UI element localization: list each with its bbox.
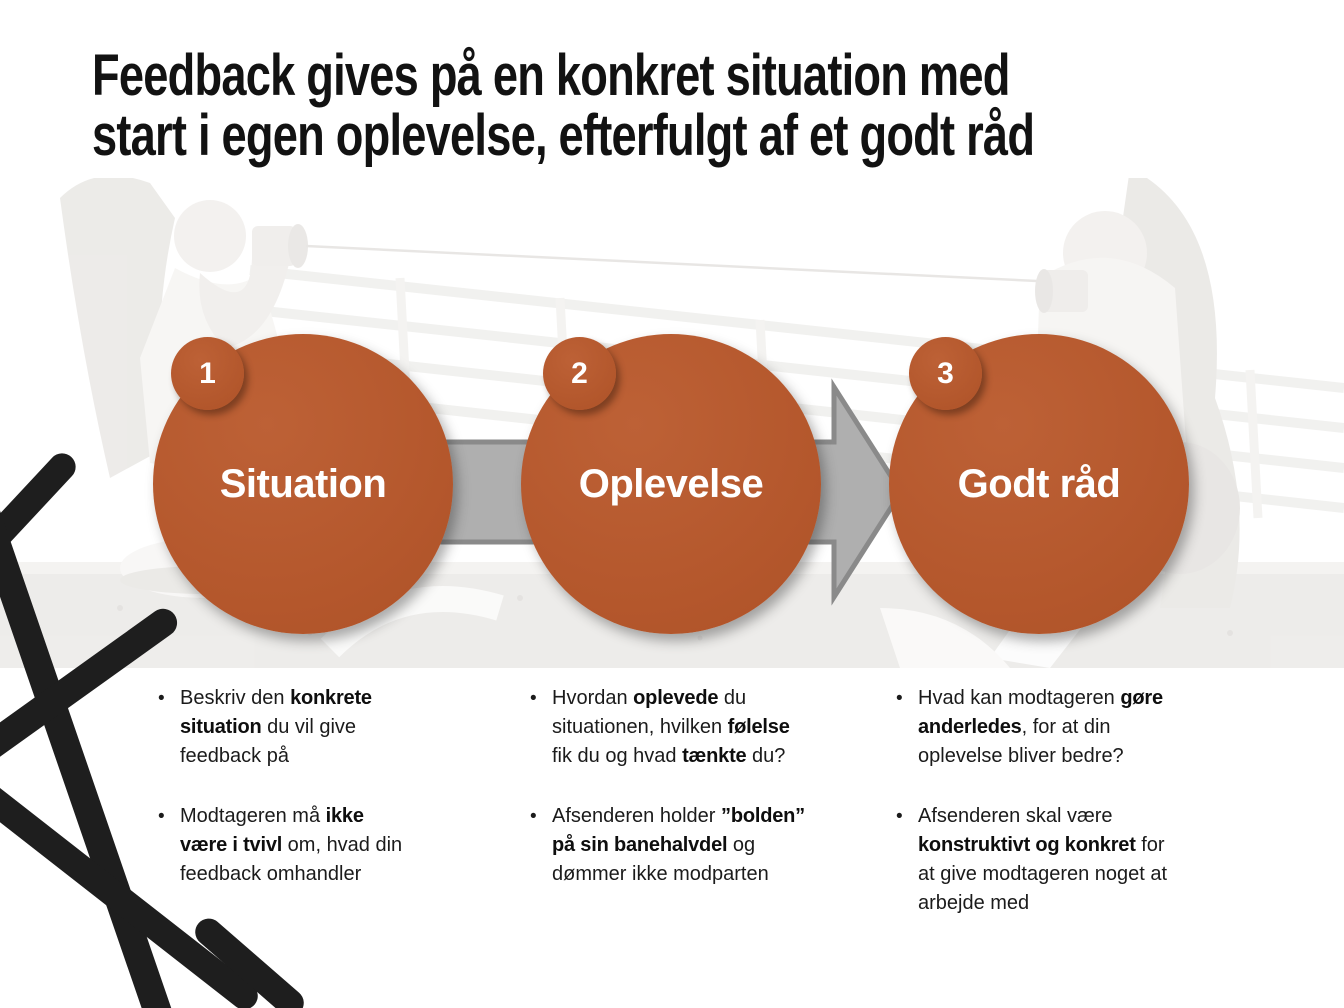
- step-bullets-oplevelse: [530, 684, 806, 889]
- bullet-text-run: og dømmer ikke modparten: [552, 834, 769, 885]
- bullet-text-run: du?: [746, 745, 786, 767]
- slide-title: [92, 43, 1300, 168]
- bullet-text-bold-run: tænkte: [682, 745, 747, 767]
- bullet-text-run: Hvordan: [552, 687, 634, 709]
- step-label: Godt råd: [957, 461, 1121, 506]
- step-number-badge-3: 3: [909, 337, 982, 410]
- bullet-item: [530, 802, 806, 889]
- bullet-marker: •: [158, 806, 165, 827]
- bullet-text-run: du vil give feedback på: [180, 716, 357, 767]
- bullet-text: [180, 802, 410, 889]
- bullet-text-run: Afsenderen holder: [552, 805, 722, 827]
- bullet-text-run: om, hvad din feedback omhandler: [180, 834, 403, 885]
- bullet-text-bold-run: ikke være i tvivl: [180, 805, 364, 856]
- bullet-item: [530, 684, 806, 771]
- bullet-text-run: du situationen, hvilken: [552, 687, 747, 738]
- step-label: Situation: [219, 461, 387, 506]
- bullet-item: [896, 802, 1174, 918]
- step-bullets-situation: [158, 684, 410, 889]
- bullet-text: [552, 802, 806, 889]
- step-number-badge-1: 1: [171, 337, 244, 410]
- bullet-text-bold-run: oplevede: [633, 687, 719, 709]
- bullet-text-bold-run: følelse: [727, 716, 790, 738]
- step-number-badge-2: 2: [543, 337, 616, 410]
- bullet-text-bold-run: ”bolden” på sin banehalvdel: [552, 805, 805, 856]
- title-line-2: start i egen oplevelse, efterfulgt af et godt råd: [92, 103, 1035, 168]
- bullet-item: [158, 684, 410, 771]
- bullet-text-run: Beskriv den: [180, 687, 291, 709]
- bullet-text: [918, 802, 1174, 918]
- bullet-text-bold-run: gøre anderledes: [918, 687, 1163, 738]
- step-bullets-godt-raad: [896, 684, 1174, 918]
- bullet-marker: •: [530, 688, 537, 709]
- bullet-text-run: fik du og hvad: [552, 745, 683, 767]
- bullet-marker: •: [158, 688, 165, 709]
- bullet-text: [552, 684, 806, 771]
- bullet-text: [918, 684, 1174, 771]
- bullet-text-run: Afsenderen skal være: [918, 805, 1113, 827]
- bullet-text-run: Hvad kan modtageren: [918, 687, 1121, 709]
- bullet-item: [896, 684, 1174, 771]
- bullet-item: [158, 802, 410, 889]
- step-label: Oplevelse: [578, 461, 764, 506]
- bullet-text-run: for at give modtageren noget at arbejde med: [918, 834, 1168, 914]
- bullet-text: [180, 684, 410, 771]
- bullet-text-run: , for at din oplevelse bliver bedre?: [918, 716, 1124, 767]
- bullet-marker: •: [530, 806, 537, 827]
- bullet-marker: •: [896, 806, 903, 827]
- bullet-text-run: Modtageren må: [180, 805, 326, 827]
- bullet-text-bold-run: konstruktivt og konkret: [918, 834, 1136, 856]
- bullet-marker: •: [896, 688, 903, 709]
- bullet-text-bold-run: konkrete situation: [180, 687, 372, 738]
- title-line-1: Feedback gives på en konkret situation med: [92, 43, 1010, 108]
